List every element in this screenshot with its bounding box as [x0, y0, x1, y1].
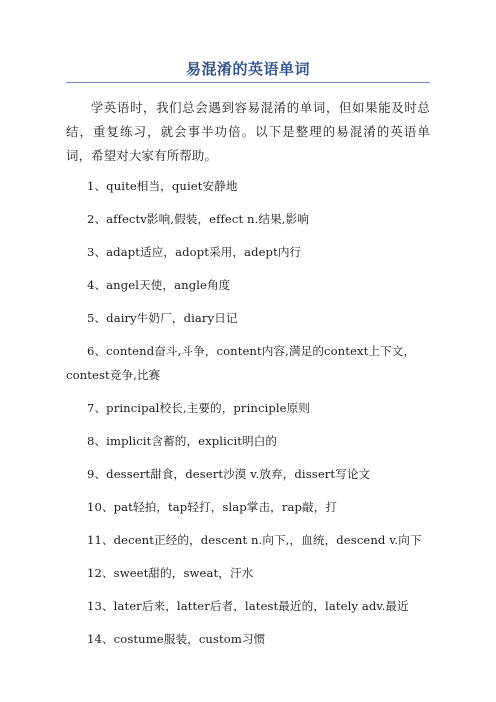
- list-item: 10、pat轻拍，tap轻打，slap掌击，rap敲，打: [87, 500, 338, 514]
- list-item: 5、dairy牛奶厂，diary日记: [87, 311, 238, 325]
- word-list: [66, 174, 430, 651]
- document-title: 易混淆的英语单词: [185, 60, 310, 78]
- list-item: 7、principal校长,主要的，principle原则: [87, 401, 311, 415]
- list-item: 8、implicit含蓄的，explicit明白的: [87, 434, 278, 448]
- list-item: 4、angel天使，angle角度: [87, 278, 231, 292]
- list-item: 6、contend奋斗,斗争，content内容,满足的context上下文，contest竞争,比赛: [66, 344, 416, 382]
- list-item: 2、affectv影响,假装，effect n.结果,影响: [87, 212, 309, 226]
- list-item: 9、dessert甜食，desert沙漠 v.放弃，dissert写论文: [87, 467, 371, 481]
- list-item: 1、quite相当，quiet安静地: [87, 179, 238, 193]
- list-item: 14、costume服装，custom习惯: [87, 632, 266, 646]
- list-item: 3、adapt适应，adopt采用，adept内行: [87, 245, 302, 259]
- intro-paragraph: 学英语时，我们总会遇到容易混淆的单词，但如果能及时总结，重复练习，就会事半功倍。以下是整理的易混淆的英语单词，希望对大家有所帮助。: [66, 100, 430, 163]
- list-item: 11、decent正经的，descent n.向下,，血统，descend v.向下: [87, 533, 422, 547]
- list-item: 13、later后来，latter后者，latest最近的，lately adv.最近: [87, 599, 409, 613]
- title-underline: [66, 82, 430, 83]
- list-item: 12、sweet甜的，sweat，汗水: [87, 566, 254, 580]
